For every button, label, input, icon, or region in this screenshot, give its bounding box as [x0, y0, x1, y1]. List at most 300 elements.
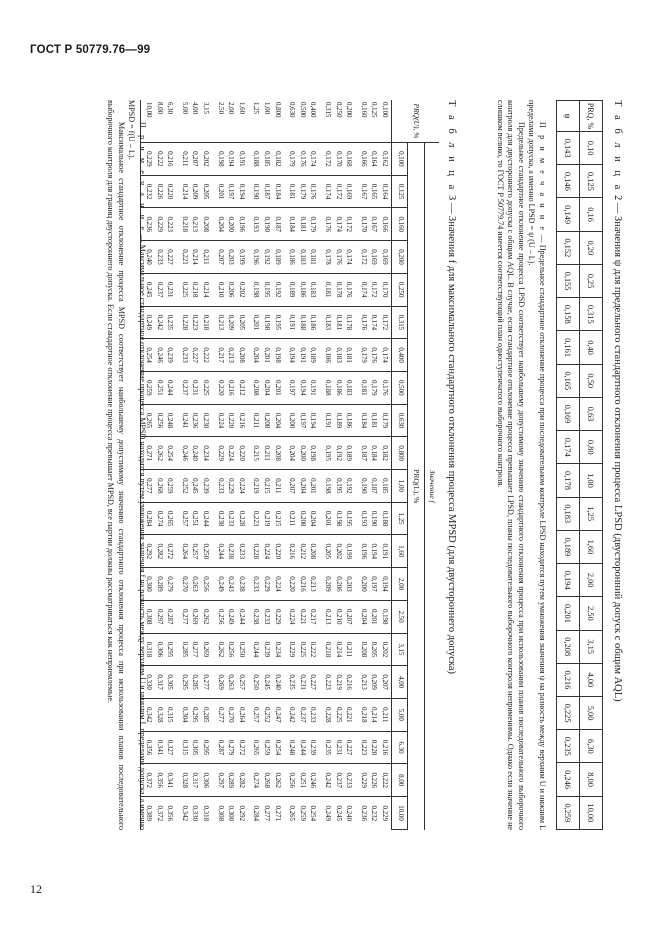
table3-value: 0,220 — [273, 543, 281, 560]
table3-value: 0,269 — [202, 641, 210, 658]
table3-header-f: Значение f — [425, 143, 440, 830]
table3-value: 0,194 — [288, 347, 296, 363]
table3-value: 0,240 — [345, 805, 353, 822]
table3-value: 0,227 — [309, 674, 317, 690]
table3-value: 0,263 — [227, 674, 235, 690]
table3-value: 0,198 — [309, 445, 317, 461]
table3-cell — [284, 600, 320, 633]
table3-value: 0,211 — [202, 249, 210, 265]
table3-value: 0,225 — [202, 380, 210, 396]
table3-value: 0,229 — [359, 772, 367, 788]
table2-header-psi: ψ — [557, 101, 580, 132]
table3-value: 0,245 — [334, 805, 342, 822]
table3-value: 0,193 — [252, 216, 260, 233]
table3-value: 0,186 — [345, 412, 353, 429]
table3-value: 0,265 — [252, 739, 260, 756]
table3-value: 0,191 — [309, 380, 317, 396]
table3-value: 0,318 — [145, 641, 153, 658]
table3-cell — [284, 208, 320, 241]
table3-value: 0,259 — [166, 478, 174, 494]
table3-value: 0,179 — [309, 216, 317, 233]
table3-value: 0,220 — [237, 445, 245, 461]
table3-value: 0,182 — [381, 445, 388, 461]
table3-value: 0,229 — [216, 445, 224, 461]
table3-value: 0,216 — [381, 739, 388, 756]
table2-prq-cell: 8,00 — [580, 763, 603, 796]
table3-cell — [319, 470, 355, 503]
table3-cell — [176, 339, 212, 372]
table3-value: 0,192 — [263, 249, 271, 265]
table3-cell — [212, 764, 248, 797]
table3-value: 0,223 — [166, 216, 174, 233]
table3-cell — [284, 731, 320, 764]
table3-value: 0,176 — [370, 347, 378, 363]
table3-value: 0,204 — [252, 347, 260, 363]
table3-cell — [355, 600, 391, 633]
table3-value: 0,190 — [252, 183, 260, 200]
table3-value: 0,372 — [155, 805, 163, 822]
table3-column-header: 0,800 — [392, 437, 408, 470]
table3-value: 0,256 — [216, 608, 224, 625]
table3-value: 0,184 — [359, 412, 367, 429]
table3-value: 0,330 — [191, 805, 199, 822]
table3-value: 0,205 — [237, 314, 245, 331]
table2-prq-cell: 1,00 — [580, 464, 603, 497]
table3-value: 0,235 — [324, 739, 332, 756]
table3-cell — [319, 437, 355, 470]
table3-value: 0,218 — [180, 216, 188, 233]
table3-cell — [319, 502, 355, 535]
table3-row-header — [319, 100, 355, 143]
table3-cell — [355, 339, 391, 372]
table3-value: 0,224 — [263, 543, 271, 560]
table3-value: 0,233 — [155, 249, 163, 265]
table3-value: 0,197 — [288, 380, 296, 396]
table3-cell — [248, 306, 284, 339]
table3-value: 0,244 — [202, 510, 210, 527]
table3-cell — [248, 568, 284, 601]
table3-value: 0,206 — [334, 576, 342, 592]
table3-value: 0,306 — [155, 641, 163, 658]
table3-value: 0,190 — [263, 216, 271, 233]
table2-psi-cell: 0,146 — [557, 165, 580, 198]
table2-prq-cell: 2,00 — [580, 564, 603, 597]
table3-cell — [355, 175, 391, 208]
table3-cell — [176, 600, 212, 633]
table3-row-label: 3,15 — [202, 102, 210, 115]
table3-value: 0,214 — [191, 249, 199, 265]
table3-cell — [355, 666, 391, 699]
table3-value: 0,213 — [216, 314, 224, 331]
table3-cell — [248, 470, 284, 503]
table3-value: 0,179 — [288, 151, 296, 167]
table2-note-text1: — Предельное стандартное отклонение процесса при последовательном контроле LPSD находится путем умножения значения ψ на разность между верхним U и нижним L пределами допуска, а именно LPSD = ψ (U – L). — [527, 100, 547, 831]
table3-value: 0,210 — [334, 608, 342, 625]
table3-value: 0,217 — [216, 347, 224, 363]
table3-value: 0,265 — [166, 510, 174, 527]
page-number: 12 — [30, 882, 42, 896]
table3-value: 0,289 — [227, 772, 235, 788]
table3-value: 0,201 — [324, 510, 332, 527]
table3-value: 0,241 — [180, 412, 188, 429]
table3-value: 0,342 — [145, 707, 153, 723]
table3-value: 0,264 — [180, 543, 188, 560]
table3-value: 0,279 — [166, 576, 174, 592]
table3-value: 0,227 — [345, 739, 353, 756]
table3-value: 0,248 — [288, 739, 296, 756]
table3-value: 0,214 — [334, 641, 342, 658]
table3-value: 0,176 — [324, 216, 332, 233]
table3-value: 0,279 — [227, 739, 235, 756]
table3-cell — [248, 797, 284, 830]
table3-value: 0,249 — [227, 608, 235, 625]
table3-value: 0,174 — [334, 216, 342, 233]
table2-psi-cell: 0,158 — [557, 298, 580, 331]
table3-value: 0,250 — [237, 641, 245, 658]
table2-note — [494, 100, 547, 830]
table2-prq-cell: 0,50 — [580, 364, 603, 397]
table3-value: 0,249 — [145, 314, 153, 331]
table3-value: 0,277 — [191, 641, 199, 658]
table2-prq-cell: 0,25 — [580, 264, 603, 297]
table2-psi-cell: 0,216 — [557, 663, 580, 696]
table3-value: 0,201 — [216, 183, 224, 200]
table3-column-header: 1,60 — [392, 535, 408, 568]
table3-value: 0,189 — [288, 281, 296, 298]
table3-value: 0,204 — [288, 445, 296, 461]
table3-value: 0,300 — [145, 576, 153, 592]
table3-row-group — [355, 100, 391, 830]
table2-prq-cell: 0,20 — [580, 231, 603, 264]
table3-value: 0,222 — [381, 772, 388, 788]
table3-value: 0,195 — [345, 510, 353, 527]
table3-value: 0,229 — [263, 576, 271, 592]
table3-header-prql-row — [408, 100, 425, 830]
table3-value: 0,179 — [381, 412, 388, 429]
table3-value: 0,282 — [155, 543, 163, 560]
table3-value: 0,244 — [237, 608, 245, 625]
table3-value: 0,257 — [237, 674, 245, 690]
table3-cell — [319, 764, 355, 797]
table3-value: 0,187 — [359, 445, 367, 461]
table3-value: 0,209 — [227, 314, 235, 331]
table3-value: 0,356 — [155, 772, 163, 788]
table3-cell — [248, 633, 284, 666]
table3-value: 0,213 — [359, 674, 367, 690]
table3-value: 0,264 — [237, 707, 245, 723]
table3-value: 0,330 — [145, 674, 153, 690]
table3-cell — [212, 404, 248, 437]
table3-value: 0,317 — [191, 772, 199, 788]
table3-value: 0,198 — [334, 510, 342, 527]
table3-cell — [319, 698, 355, 731]
table2-prq-cell: 2,50 — [580, 597, 603, 630]
table3-row-label: 0,630 — [288, 102, 296, 118]
table3-value: 0,317 — [155, 674, 163, 690]
table3-value: 0,272 — [237, 739, 245, 756]
table3-value: 0,246 — [180, 445, 188, 461]
table3-value: 0,201 — [252, 314, 260, 331]
table3-cell — [176, 143, 212, 176]
table3-value: 0,277 — [216, 707, 224, 723]
table3-column-header: 5,00 — [392, 698, 408, 731]
table3-value: 0,252 — [180, 478, 188, 494]
table3-value: 0,226 — [370, 772, 378, 788]
table3-value: 0,181 — [288, 183, 296, 200]
table3-value: 0,204 — [298, 478, 306, 494]
table3-value: 0,200 — [227, 216, 235, 233]
table3-value: 0,188 — [324, 380, 332, 396]
table3-value: 0,240 — [273, 674, 281, 690]
table3-value: 0,189 — [334, 412, 342, 429]
table3-column-header: 1,00 — [392, 470, 408, 503]
table2-psi-cell: 0,165 — [557, 364, 580, 397]
table3-value: 0,167 — [370, 216, 378, 233]
table3-value: 0,166 — [381, 216, 388, 233]
table3-cell — [248, 600, 284, 633]
table3-value: 0,174 — [359, 281, 367, 298]
table3-value: 0,262 — [216, 641, 224, 658]
table3-value: 0,214 — [180, 183, 188, 200]
table3-value: 0,218 — [191, 281, 199, 298]
table3-cell — [176, 371, 212, 404]
table3-column-header: 0,500 — [392, 371, 408, 404]
table3-value: 0,164 — [370, 151, 378, 167]
table3-value: 0,198 — [273, 347, 281, 363]
table3-value: 0,226 — [155, 183, 163, 200]
table3-value: 0,284 — [145, 510, 153, 527]
table2-title-label: Т а б л и ц а — [612, 100, 623, 193]
table3-value: 0,265 — [288, 805, 296, 822]
table3-cell — [212, 666, 248, 699]
table3-value: 0,169 — [370, 249, 378, 265]
table3-value: 0,248 — [166, 412, 174, 429]
table3-cell — [284, 143, 320, 176]
table3-value: 0,167 — [359, 183, 367, 200]
table3-cell — [248, 731, 284, 764]
table3-value: 0,236 — [359, 805, 367, 822]
table3-value: 0,207 — [216, 249, 224, 265]
table3-value: 0,181 — [334, 314, 342, 331]
table3-value: 0,199 — [345, 543, 353, 560]
table3-value: 0,244 — [216, 543, 224, 560]
table3-value: 0,179 — [370, 380, 378, 396]
table2-psi-cell: 0,259 — [557, 796, 580, 829]
table3-value: 0,233 — [216, 478, 224, 494]
table3-value: 0,176 — [381, 380, 388, 396]
table3-value: 0,212 — [298, 543, 306, 560]
table3-row-label: 4,00 — [191, 102, 199, 115]
table3-value: 0,172 — [359, 249, 367, 265]
table3-value: 0,194 — [237, 183, 245, 200]
table3-cell — [319, 143, 355, 176]
table3-value: 0,206 — [227, 281, 235, 298]
table3-value: 0,174 — [309, 151, 317, 167]
table3-value: 0,165 — [370, 183, 378, 200]
table3-cell — [176, 633, 212, 666]
table3-cell — [319, 339, 355, 372]
table2-psi-cell: 0,149 — [557, 198, 580, 231]
table3-value: 0,234 — [202, 445, 210, 461]
table3-cell — [248, 371, 284, 404]
table3-value: 0,203 — [227, 249, 235, 265]
table3-cell — [355, 143, 391, 176]
table3-value: 0,184 — [370, 445, 378, 461]
table3-column-header: 0,315 — [392, 306, 408, 339]
table3-value: 0,295 — [180, 674, 188, 690]
table2-psi-cell: 0,225 — [557, 696, 580, 729]
table2-prq-cell: 0,315 — [580, 298, 603, 331]
table3-value: 0,274 — [252, 772, 260, 788]
table3-value: 0,277 — [180, 608, 188, 625]
table3-column-header: 0,400 — [392, 339, 408, 372]
table3-cell — [248, 698, 284, 731]
table3-value: 0,244 — [298, 739, 306, 756]
table3-row-label: 6,30 — [166, 102, 174, 115]
table3-value: 0,229 — [145, 151, 153, 167]
table3-value: 0,271 — [273, 805, 281, 822]
table2-psi-cell: 0,194 — [557, 564, 580, 597]
table3-value: 0,201 — [309, 478, 317, 494]
rotated-content — [55, 78, 625, 868]
table3-value: 0,246 — [309, 772, 317, 788]
table3-cell — [212, 339, 248, 372]
table3-cell — [248, 666, 284, 699]
table3-value: 0,202 — [334, 543, 342, 560]
table3-value: 0,242 — [288, 707, 296, 723]
table3-cell — [248, 143, 284, 176]
table3-cell — [355, 568, 391, 601]
table2-psi-cell: 0,143 — [557, 132, 580, 165]
table3-value: 0,191 — [237, 151, 245, 167]
table3-cell — [355, 273, 391, 306]
table3-cell — [248, 273, 284, 306]
table3-cell — [319, 208, 355, 241]
table3-value: 0,245 — [191, 478, 199, 494]
table3-value: 0,270 — [227, 707, 235, 723]
table3-value: 0,176 — [359, 314, 367, 331]
table3-cell — [248, 175, 284, 208]
table3-value: 0,216 — [298, 576, 306, 592]
table3-title-text: 3 — Значения f для максимального стандартного отклонения процесса MPSD (для двустороннего допуска) — [446, 192, 457, 674]
table3-cell — [176, 666, 212, 699]
table3-value: 0,176 — [345, 281, 353, 298]
table3-value: 0,196 — [252, 249, 260, 265]
table3-value: 0,191 — [324, 412, 332, 429]
table3-value: 0,183 — [345, 380, 353, 396]
table3-cell — [355, 633, 391, 666]
table3-value: 0,256 — [227, 641, 235, 658]
table2-prq-cell: 10,00 — [580, 796, 603, 829]
table3-value: 0,229 — [381, 805, 388, 822]
table3-value: 0,315 — [166, 707, 174, 723]
table2-psi-cell: 0,201 — [557, 597, 580, 630]
table3-value: 0,233 — [252, 576, 260, 592]
table3-value: 0,207 — [345, 608, 353, 625]
table3-value: 0,221 — [345, 707, 353, 723]
table3-note-text1: — Максимальное стандартное отклонение процесса MPSD находится путем умножения значения f на разность между верхним U и нижним L пределами допуска, а именно MPSD = f(U – L). — [127, 100, 147, 831]
table3-value: 0,211 — [263, 445, 271, 461]
table2-prq-cell: 0,80 — [580, 431, 603, 464]
table3-value: 0,229 — [227, 478, 235, 494]
table3-column-header: 0,200 — [392, 241, 408, 274]
table3-cell — [212, 600, 248, 633]
table3-column-header: 2,50 — [392, 600, 408, 633]
table3-value: 0,181 — [309, 249, 317, 265]
table3-cell — [355, 404, 391, 437]
table3-value: 0,256 — [288, 772, 296, 788]
table3-value: 0,270 — [180, 576, 188, 592]
table3-column-header: 0,125 — [392, 175, 408, 208]
table3-row-label: 0,200 — [345, 102, 353, 118]
table3-cell — [355, 470, 391, 503]
table3-cell — [284, 241, 320, 274]
table3-value: 0,285 — [202, 707, 210, 723]
table3-value: 0,215 — [252, 445, 260, 461]
table3-value: 0,174 — [345, 249, 353, 265]
table3-value: 0,289 — [155, 576, 163, 592]
table3-value: 0,249 — [216, 576, 224, 592]
table3-value: 0,191 — [288, 314, 296, 331]
table3-value: 0,308 — [145, 608, 153, 625]
table3-value: 0,211 — [273, 478, 281, 494]
table3-cell — [212, 306, 248, 339]
table3-value: 0,295 — [166, 641, 174, 658]
table3-value: 0,254 — [309, 805, 317, 822]
table2-prq-cell: 0,10 — [580, 132, 603, 165]
table3-value: 0,220 — [227, 412, 235, 429]
table3-value: 0,194 — [370, 543, 378, 560]
table3-cell — [212, 241, 248, 274]
table3-value: 0,225 — [180, 281, 188, 298]
table3-column-header: 1,25 — [392, 502, 408, 535]
table3-cell — [248, 502, 284, 535]
table3-cell — [176, 698, 212, 731]
table3-value: 0,211 — [180, 151, 188, 167]
table3-value: 0,224 — [237, 478, 245, 494]
table3-value: 0,239 — [263, 641, 271, 658]
table3-value: 0,244 — [166, 380, 174, 396]
table3-value: 0,201 — [370, 608, 378, 625]
table3-value: 0,194 — [309, 412, 317, 429]
table3-cell — [212, 437, 248, 470]
table2-note-label: П р и м е ч а н и е — [538, 122, 547, 233]
table3-row-group — [176, 100, 212, 830]
table3-value: 0,263 — [191, 576, 199, 592]
table3-value: 0,257 — [191, 543, 199, 560]
table3-cell — [212, 470, 248, 503]
table3-value: 0,183 — [334, 347, 342, 363]
table3-cell — [319, 535, 355, 568]
table3-value: 0,308 — [216, 805, 224, 822]
table3-cell — [284, 437, 320, 470]
table3-value: 0,216 — [345, 674, 353, 690]
table3-value: 0,218 — [359, 707, 367, 723]
table3-row-label: 2,50 — [216, 102, 224, 115]
table3-value: 0,183 — [324, 314, 332, 331]
table2-prq-cell: 3,15 — [580, 630, 603, 663]
table3-value: 0,223 — [324, 674, 332, 690]
table3-cell — [319, 306, 355, 339]
table2-psi-cell: 0,246 — [557, 763, 580, 796]
table3-value: 0,205 — [324, 543, 332, 560]
table3-cell — [355, 502, 391, 535]
table3-value: 0,224 — [288, 608, 296, 625]
table2-prq-cell: 0,16 — [580, 198, 603, 231]
table3-value: 0,187 — [370, 478, 378, 494]
table3-cell — [212, 502, 248, 535]
table3-column-header: 2,00 — [392, 568, 408, 601]
